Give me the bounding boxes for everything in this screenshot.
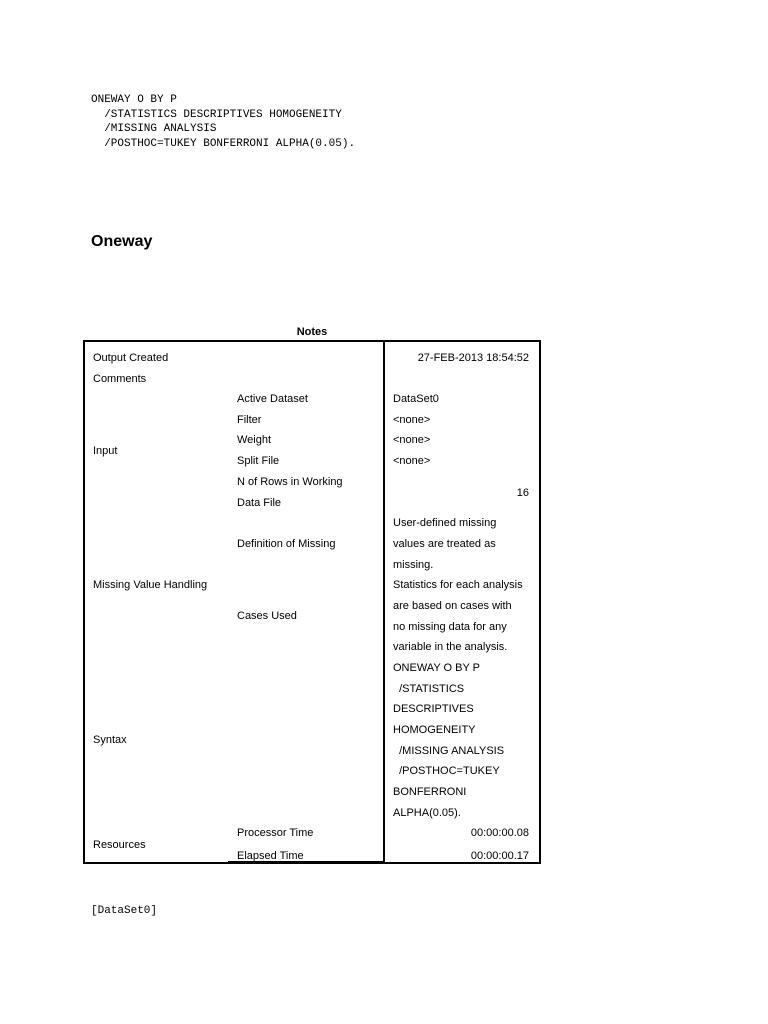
table-column-divider <box>383 342 385 862</box>
split-file-label: Split File <box>237 455 280 467</box>
filter-label: Filter <box>237 414 262 426</box>
cases-used-line: no missing data for any <box>393 621 507 633</box>
elapsed-time-value: 00:00:00.17 <box>470 850 529 862</box>
n-rows-label-line2: Data File <box>237 497 282 509</box>
syntax-line: ONEWAY O BY P <box>91 94 177 106</box>
notes-table <box>83 340 541 864</box>
filter-value: <none> <box>393 414 431 426</box>
dataset-label: [DataSet0] <box>91 905 158 917</box>
cases-used-line: Statistics for each analysis <box>393 579 523 591</box>
syntax-value-line: /MISSING ANALYSIS <box>393 745 505 757</box>
cases-used-line: are based on cases with <box>393 600 512 612</box>
definition-missing-line: missing. <box>393 559 434 571</box>
elapsed-time-label: Elapsed Time <box>237 850 304 862</box>
processor-time-label: Processor Time <box>237 827 314 839</box>
processor-time-value: 00:00:00.08 <box>470 827 529 839</box>
syntax-line: /MISSING ANALYSIS <box>91 123 217 135</box>
syntax-line: /STATISTICS DESCRIPTIVES HOMOGENEITY <box>91 108 342 121</box>
syntax-command-block <box>91 93 355 151</box>
active-dataset-label: Active Dataset <box>237 393 308 405</box>
missing-handling-label: Missing Value Handling <box>93 579 208 591</box>
definition-missing-label: Definition of Missing <box>237 538 336 550</box>
output-created-value: 27-FEB-2013 18:54:52 <box>417 352 529 364</box>
definition-missing-line: values are treated as <box>393 538 496 550</box>
procedure-heading: Oneway <box>91 233 153 250</box>
syntax-value-line: /STATISTICS <box>393 683 465 695</box>
n-rows-value: 16 <box>516 487 529 499</box>
definition-missing-line: User-defined missing <box>393 517 497 529</box>
comments-label: Comments <box>93 373 147 385</box>
syntax-value-line: ALPHA(0.05). <box>393 807 461 819</box>
syntax-line: /POSTHOC=TUKEY BONFERRONI ALPHA(0.05). <box>91 137 356 150</box>
syntax-value-line: ONEWAY O BY P <box>393 662 481 674</box>
weight-value: <none> <box>393 434 431 446</box>
syntax-value-line: /POSTHOC=TUKEY <box>393 765 500 777</box>
weight-label: Weight <box>237 434 272 446</box>
resources-label: Resources <box>93 839 146 851</box>
syntax-value-line: HOMOGENEITY <box>393 724 476 736</box>
cases-used-line: variable in the analysis. <box>393 641 508 653</box>
input-label: Input <box>93 445 118 457</box>
output-created-label: Output Created <box>93 352 169 364</box>
cases-used-label: Cases Used <box>237 610 297 622</box>
active-dataset-value: DataSet0 <box>393 393 439 405</box>
split-file-value: <none> <box>393 455 431 467</box>
n-rows-label-line1: N of Rows in Working <box>237 476 343 488</box>
syntax-label: Syntax <box>93 734 127 746</box>
notes-table-title: Notes <box>296 326 328 338</box>
syntax-value-line: DESCRIPTIVES <box>393 703 474 715</box>
syntax-value-line: BONFERRONI <box>393 786 467 798</box>
